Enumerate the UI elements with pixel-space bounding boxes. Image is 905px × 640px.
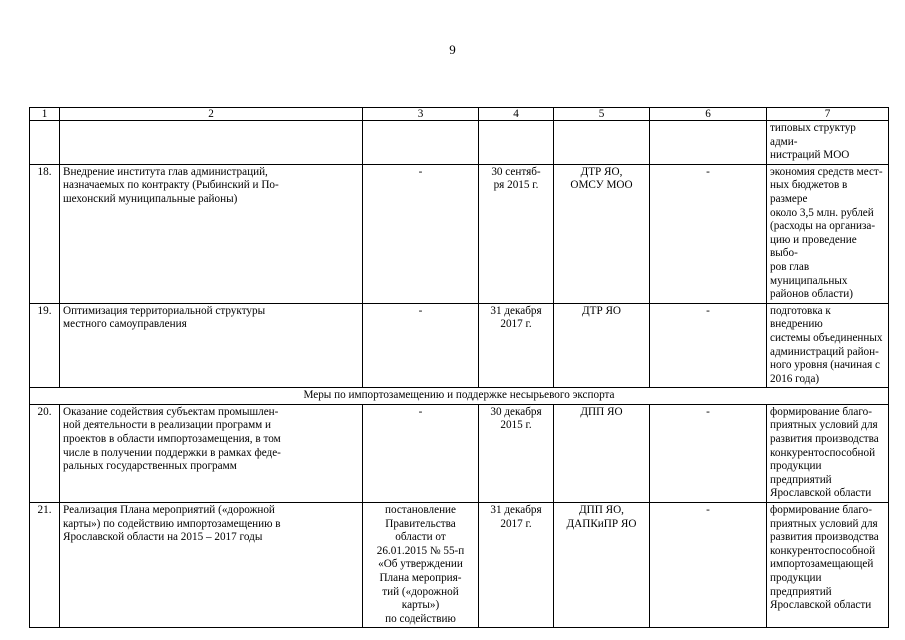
responsible-cell: ДТР ЯО — [554, 303, 650, 388]
header-row — [30, 108, 889, 121]
table-row — [30, 404, 889, 502]
responsible-cell: ДПП ЯО — [554, 404, 650, 502]
row-number: 19. — [30, 303, 60, 388]
table-row — [30, 503, 889, 628]
measure-cell: Реализация Плана мероприятий («дорожной карты») по содействию импортозамещению в Ярославской области на 2015 – 2017 годы — [60, 503, 363, 628]
result-cell: подготовка к внедрению системы объединенных администраций район- ного уровня (начиная с 2016 года) — [767, 303, 889, 388]
funding-cell: - — [650, 303, 767, 388]
basis-cell: постановление Правительства области от 26.01.2015 № 55-п «Об утверждении Плана мероприя- тий («дорожной карты») по содействию — [363, 503, 479, 628]
section-title: Меры по импортозамещению и поддержке несырьевого экспорта — [30, 388, 889, 405]
measure-cell: Внедрение института глав администраций, назначаемых по контракту (Рыбинский и По- шехонский муниципальные районы) — [60, 164, 363, 303]
measures-table — [29, 107, 889, 628]
column-header: 5 — [554, 108, 650, 121]
responsible-cell — [554, 121, 650, 165]
responsible-cell: ДПП ЯО, ДАПКиПР ЯО — [554, 503, 650, 628]
funding-cell: - — [650, 404, 767, 502]
result-cell: экономия средств мест- ных бюджетов в размере около 3,5 млн. рублей (расходы на организа- цию и проведение выбо- ров глав муниципальных районов области) — [767, 164, 889, 303]
column-header: 3 — [363, 108, 479, 121]
result-cell: формирование благо- приятных условий для развития производства конкурентоспособной импортозамещающей продукции предприятий Ярославской области — [767, 503, 889, 628]
deadline-cell: 30 сентяб- ря 2015 г. — [479, 164, 554, 303]
column-header: 7 — [767, 108, 889, 121]
row-number: 20. — [30, 404, 60, 502]
basis-cell: - — [363, 164, 479, 303]
section-row — [30, 388, 889, 405]
deadline-cell: 30 декабря 2015 г. — [479, 404, 554, 502]
measure-cell — [60, 121, 363, 165]
column-header: 1 — [30, 108, 60, 121]
deadline-cell: 31 декабря 2017 г. — [479, 503, 554, 628]
measure-cell: Оказание содействия субъектам промышлен- ной деятельности в реализации программ и проектов в области импортозамещения, в том числе в получении поддержки в рамках феде- ральных государственных программ — [60, 404, 363, 502]
result-cell: формирование благо- приятных условий для развития производства конкурентоспособной продукции предприятий Ярославской области — [767, 404, 889, 502]
column-header: 4 — [479, 108, 554, 121]
table-row — [30, 121, 889, 165]
funding-cell — [650, 121, 767, 165]
deadline-cell — [479, 121, 554, 165]
table-row — [30, 164, 889, 303]
measure-cell: Оптимизация территориальной структуры местного самоуправления — [60, 303, 363, 388]
row-number: 18. — [30, 164, 60, 303]
row-number: 21. — [30, 503, 60, 628]
basis-cell: - — [363, 303, 479, 388]
basis-cell — [363, 121, 479, 165]
result-cell: типовых структур адми- нистраций МОО — [767, 121, 889, 165]
responsible-cell: ДТР ЯО, ОМСУ МОО — [554, 164, 650, 303]
basis-cell: - — [363, 404, 479, 502]
page-number: 9 — [449, 42, 456, 57]
row-number — [30, 121, 60, 165]
deadline-cell: 31 декабря 2017 г. — [479, 303, 554, 388]
funding-cell: - — [650, 503, 767, 628]
column-header: 6 — [650, 108, 767, 121]
table-row — [30, 303, 889, 388]
column-header: 2 — [60, 108, 363, 121]
funding-cell: - — [650, 164, 767, 303]
